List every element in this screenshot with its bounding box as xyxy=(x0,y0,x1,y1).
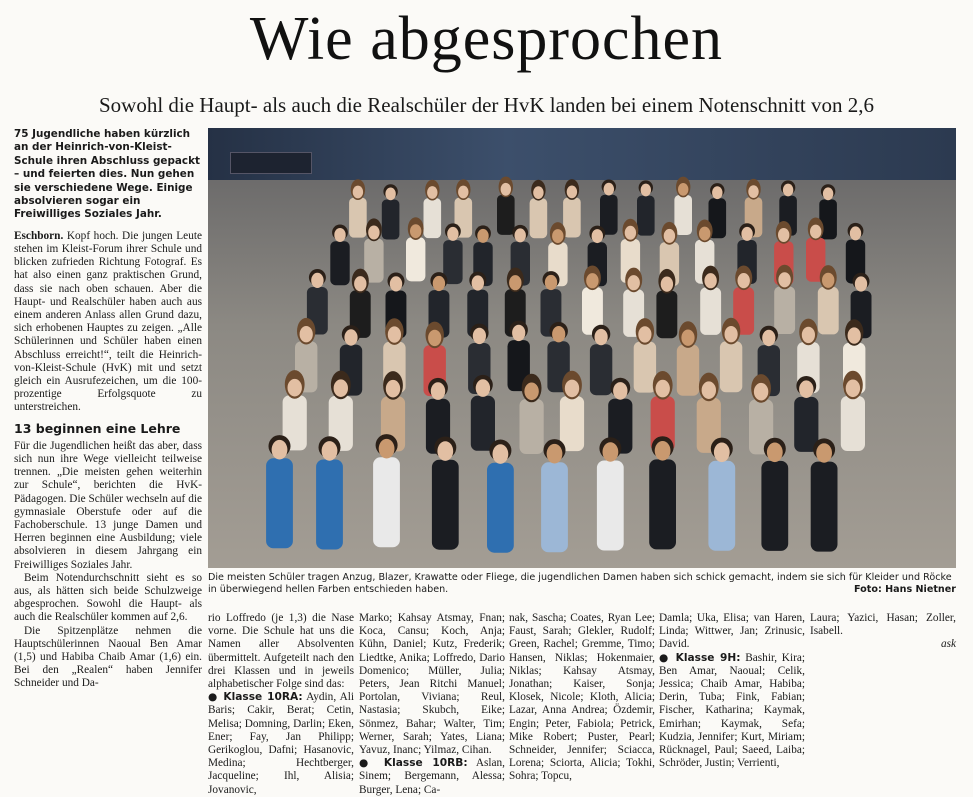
crowd-person-face xyxy=(427,186,437,199)
crowd-person-face xyxy=(477,229,488,243)
article-paragraph-3: Beim Notendurchschnitt sieht es so aus, als hätten sich beide Schulzweige abgesprochen. Sowohl die Haupt- als auch die Realschüler kommen auf 2,6. xyxy=(14,571,202,624)
crowd-person-face xyxy=(334,228,345,242)
crowd-person-face xyxy=(855,276,867,291)
crowd-person-body xyxy=(720,341,742,392)
crowd-person-face xyxy=(741,227,752,241)
crowd-person-body xyxy=(674,195,692,235)
crowd-person-face xyxy=(288,379,302,397)
article-subheading: 13 beginnen eine Lehre xyxy=(14,420,181,436)
crowd-person-face xyxy=(802,327,815,343)
crowd-person-face xyxy=(547,444,563,464)
crowd-person-face xyxy=(762,330,775,346)
crowd-person-face xyxy=(712,186,722,199)
column-3-text: Marko; Kahsay Atsmay, Fnan; Koca, Cansu; Koch, Anja; Kühn, Daniel; Kutz, Frederik; Liedtke, Anika; Loffredo, Dario Domenico; Müller, Julia; Peters, Jean Ritchi Manuel; Portolan, Viviana; Reul, Nastasia; Skubch, Eike; Sönmez, Bahar; Walter, Tim; Werner, Sarah; Yates, Liana; Yavuz, Inanc; Yilmaz, Cihan. xyxy=(359,612,505,757)
crowd-person-face xyxy=(748,185,758,198)
class-names-10rb: Aslan, Sinem; Bergemann, Alessa; Burger, Lena; Ca- xyxy=(359,757,505,796)
class-names-9h: Bashir, Kira; Ben Amar, Naoual; Celik, Jessica; Chaib Amar, Habiba; Derin, Tuba; Fink, Fabian; Fischer, Katharina; Kaymak, Emirhan; Kaymak, Sefa; Kudzia, Jennifer; Kurt, Miriam; Rücknagel, Paul; Saeed, Laiba; Schröder, Justin; Verrienti, xyxy=(659,651,805,770)
crowd-person-body xyxy=(330,241,349,285)
crowd-person-face xyxy=(638,326,651,342)
crowd-person-face xyxy=(533,186,543,199)
crowd-person-face xyxy=(664,229,675,243)
class-names-9h-continued: Laura; Yazici, Hasan; Zoller, Isabell. xyxy=(810,612,956,638)
paragraph-1-text: Kopf hoch. Die jungen Leute stehen im Kleist-Forum ihrer Schule und blicken zufrieden Richtung Fotograf. Es hat also einen ganz praktischen Grund, dass sie nach oben schauen. Aber die Haupt- und Realschüler haben auch aus einem anderen Anlass allen Grund dazu, sich erhobenen Hauptes zu zeigen. „Alle Schülerinnen und Schüler haben einen Abschluss erreicht!“, teilt die Heinrich-von-Kleist-Schule (HvK) mit und setzt gleich ein Ausrufezeichen, um die 100-prozentige Erfolgsquote zu unterstreichen. xyxy=(14,229,202,414)
crowd-person-face xyxy=(714,443,730,463)
crowd-person-body xyxy=(597,461,624,551)
crowd-person-face xyxy=(613,382,627,400)
article-paragraph-4: Die Spitzenplätze nehmen die Hauptschülerinnen Naoual Ben Amar (1,5) und Habiba Chaib Amar (1,6) ein. Bei den „Realen“ haben Jennifer Schneider und Da- xyxy=(14,624,202,690)
crowd-person-face xyxy=(509,275,521,290)
crowd-person-body xyxy=(649,459,676,549)
headline: Wie abgesprochen xyxy=(249,5,724,73)
crowd-person-face xyxy=(656,380,670,398)
crowd-person-face xyxy=(565,380,579,398)
crowd-person-body xyxy=(761,461,788,551)
column-2-text: rio Loffredo (je 1,3) die Nase vorne. Die Schule hat uns die Namen aller Absolventen übermittelt. Aufgeteilt nach den drei Klassen und in jeweils alphabetischer Folge sind das: xyxy=(208,612,354,691)
crowd-person-body xyxy=(637,196,655,236)
crowd-person-face xyxy=(625,226,636,240)
crowd-person-face xyxy=(300,326,313,342)
crowd-person-face xyxy=(604,183,614,196)
article-paragraph-2: Für die Jugendlichen heißt das aber, dass sich nun ihre Wege vielleicht teilweise trennen. „Die meisten gehen weiterhin zur Schule“, berichten die HvK-Pädagogen. Die Schüler wechseln auf die gymnasiale Oberstufe oder auf die Fachoberschule. 13 junge Damen und Herren beginnen eine Ausbildung; viele absolvieren in diesem Jahrgang ein Freiwilliges Soziales Jahr. xyxy=(14,439,202,571)
crowd-person-face xyxy=(641,184,651,197)
crowd-person-body xyxy=(841,396,865,451)
crowd-person-face xyxy=(681,330,694,346)
crowd-person-face xyxy=(567,186,577,199)
crowd-person-face xyxy=(738,273,750,288)
crowd-person-face xyxy=(515,228,526,242)
crowd-person-face xyxy=(822,273,834,288)
crowd-person-face xyxy=(799,380,813,398)
crowd-person-face xyxy=(702,381,716,399)
class-names-10ra: Aydin, Ali Baris; Cakir, Berat; Cetin, Melisa; Domning, Darlin; Eken, Ener; Fay, Jan Philipp; Gerikoglou, Dafni; Hasanovic, Medina; Hechtberger, Jacqueline; Ihl, Alisia; Jovanovic, xyxy=(208,691,355,796)
crowd-person-body xyxy=(634,342,656,393)
article-column-1 xyxy=(14,128,202,773)
crowd-person-face xyxy=(386,380,400,398)
crowd-person-face xyxy=(592,229,603,243)
crowd-person-body xyxy=(700,287,721,335)
crowd-person-face xyxy=(512,325,525,341)
class-label-10ra: ● Klasse 10RA: xyxy=(208,691,303,704)
crowd-person-face xyxy=(458,186,468,199)
article-column-4 xyxy=(509,612,655,783)
crowd-person-face xyxy=(699,227,710,241)
crowd-person-face xyxy=(552,229,563,243)
crowd-person-body xyxy=(818,287,839,335)
crowd-person-body xyxy=(520,399,544,454)
crowd-person-face xyxy=(810,225,821,239)
crowd-person-face xyxy=(410,224,421,238)
crowd-person-face xyxy=(586,273,598,288)
subheadline: Sowohl die Haupt- als auch die Realschüler der HvK landen bei einem Notenschnitt von 2,6 xyxy=(98,93,875,117)
crowd-person-face xyxy=(850,226,861,240)
crowd-person-face xyxy=(353,186,363,199)
crowd-person-body xyxy=(406,237,425,281)
crowd-person-body xyxy=(316,460,343,550)
crowd-person-face xyxy=(524,383,538,401)
photo-credit: Foto: Hans Nietner xyxy=(854,584,956,595)
article-column-2 xyxy=(208,612,355,796)
article-column-3 xyxy=(359,612,505,796)
crowd-person-body xyxy=(560,396,584,451)
crowd-person-body xyxy=(266,458,293,548)
crowd-person-body xyxy=(677,345,699,396)
crowd-person-body xyxy=(497,195,515,235)
crowd-person-face xyxy=(354,276,366,291)
photo-caption: Die meisten Schüler tragen Anzug, Blazer, Krawatte oder Fliege, die jugendlichen Damen haben sich schick gemacht, indem sie sich für Kleider und Röcke in überwiegend hellen Farben entschieden haben. xyxy=(208,572,952,595)
crowd-person-face xyxy=(472,275,484,290)
crowd-person-face xyxy=(322,441,338,461)
crowd-person-face xyxy=(754,383,768,401)
crowd-person-face xyxy=(431,382,445,400)
crowd-person-face xyxy=(655,441,671,461)
crowd-person-face xyxy=(272,440,288,460)
crowd-person-body xyxy=(541,462,568,552)
crowd-person-body xyxy=(424,198,442,238)
crowd-person-face xyxy=(783,184,793,197)
crowd-person-body xyxy=(487,463,514,553)
article-column-6 xyxy=(810,612,956,776)
crowd-person-face xyxy=(678,183,688,196)
crowd-person-face xyxy=(476,379,490,397)
column-5-text: Damla; Uka, Elisa; van Haren, Linda; Wittwer, Jan; Zrinusic, David. xyxy=(659,612,805,651)
crowd-person-body xyxy=(382,200,400,240)
crowd-person-face xyxy=(778,228,789,242)
crowd-person-face xyxy=(428,330,441,346)
crowd-person-face xyxy=(725,326,738,342)
crowd-person-body xyxy=(530,198,548,238)
crowd-person-face xyxy=(334,379,348,397)
crowd-person-face xyxy=(628,275,640,290)
crowd-person-face xyxy=(388,326,401,342)
crowd-person-face xyxy=(473,328,486,344)
column-4-text: nak, Sascha; Coates, Ryan Lee; Faust, Sarah; Glekler, Rudolf; Green, Rachel; Gremme, Timo; Hansen, Niklas; Hokenmaier, Niklas; Kahsay Atsmay, Jonathan; Kaiser, Sonja; Klosek, Nicole; Kloth, Alicia; Lazar, Anna Andrea; Özdemir, Engin; Peter, Fabiola; Petrick, Mike Robert; Puster, Pearl; Schneider, Jennifer; Sciacca, Lorena; Sciorta, Alicia; Tokhi, Sohra; Topcu, xyxy=(509,612,655,783)
photo-caption-block xyxy=(208,572,956,596)
crowd-person-body xyxy=(432,460,459,550)
crowd-person-body xyxy=(349,198,367,238)
crowd-person-face xyxy=(311,273,323,288)
crowd-person-face xyxy=(704,273,716,288)
crowd-person-face xyxy=(385,188,395,201)
crowd-person-body xyxy=(373,457,400,547)
crowd-person-body xyxy=(590,344,612,395)
crowd-person-body xyxy=(774,287,795,335)
crowd-person-face xyxy=(447,227,458,241)
class-label-10rb: ● Klasse 10RB: xyxy=(359,757,468,770)
crowd-person-face xyxy=(823,187,833,200)
crowd-person-face xyxy=(493,444,509,464)
crowd-person-face xyxy=(433,276,445,291)
crowd-person-face xyxy=(816,443,832,463)
class-label-9h: ● Klasse 9H: xyxy=(659,651,741,664)
lead-paragraph: 75 Jugendliche haben kürzlich an der Heinrich-von-Kleist-Schule ihren Abschluss gepackt – und feierten dies. Nun gehen sie verschiedene Wege. Einige absolvieren sogar ein Freiwilliges Soziales Jahr. xyxy=(14,128,200,221)
crowd-person-body xyxy=(563,198,581,238)
crowd-person-face xyxy=(778,272,790,287)
crowd-person-face xyxy=(767,443,783,463)
crowd-person-face xyxy=(661,277,673,292)
crowd-person-face xyxy=(552,326,565,342)
crowd-person-face xyxy=(603,442,619,462)
dateline: Eschborn. xyxy=(14,229,64,242)
crowd-person-face xyxy=(368,226,379,240)
article-column-5 xyxy=(659,612,805,776)
crowd-person-face xyxy=(545,275,557,290)
crowd-person-face xyxy=(344,329,357,345)
author-signature: ask xyxy=(940,638,956,651)
crowd-person-body xyxy=(811,462,838,552)
photo-crowd-illustration xyxy=(268,158,908,568)
crowd-person-face xyxy=(846,380,860,398)
crowd-person-face xyxy=(595,329,608,345)
crowd-person-body xyxy=(471,396,495,451)
crowd-person-body xyxy=(656,291,677,339)
group-photo xyxy=(208,128,956,568)
article-paragraph-1 xyxy=(14,230,202,415)
crowd-person-face xyxy=(501,183,511,196)
crowd-person-face xyxy=(437,441,453,461)
crowd-person-face xyxy=(379,439,395,459)
crowd-person-face xyxy=(390,276,402,291)
crowd-person-body xyxy=(708,461,735,551)
crowd-person-face xyxy=(848,327,861,343)
